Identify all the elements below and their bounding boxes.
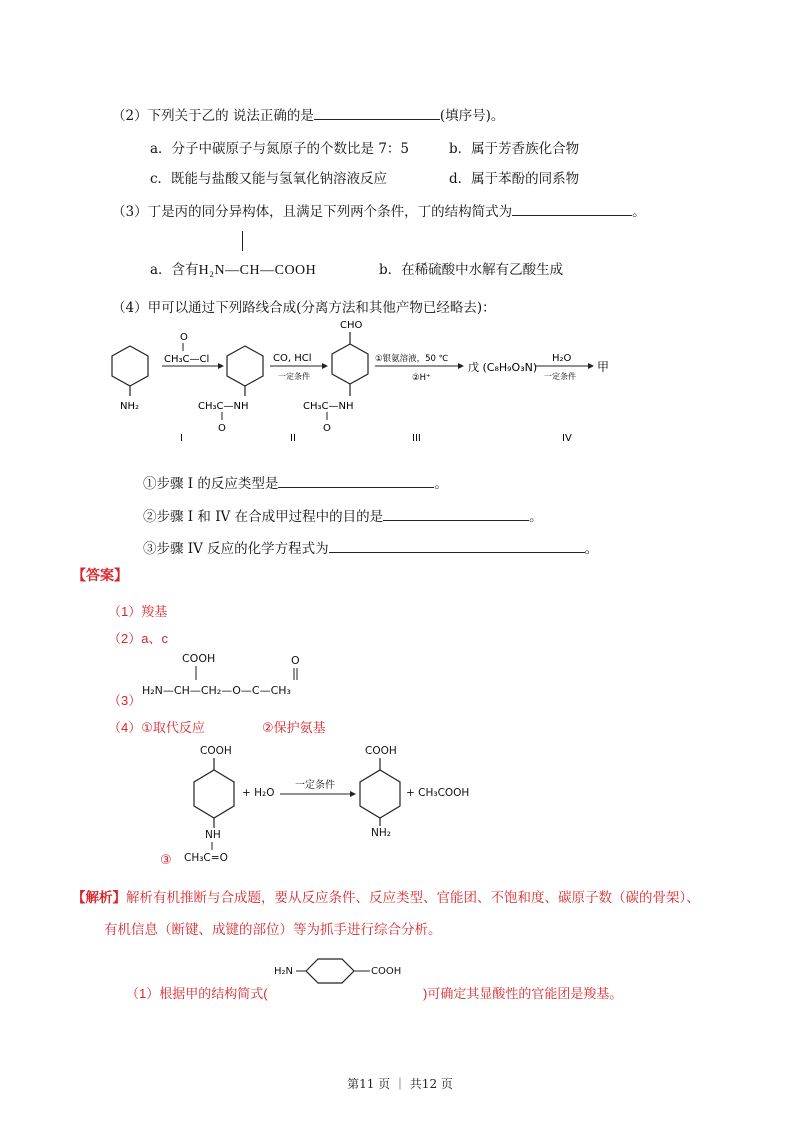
eq-water: + H₂O: [242, 787, 275, 799]
q4-sub3-blank[interactable]: [329, 540, 585, 553]
q4-sub2-end: 。: [529, 509, 543, 525]
q3-condition-a-formula: H₂N—CH—COOH: [198, 263, 317, 278]
q4-sub1: [143, 472, 448, 492]
q2-stem: [112, 104, 504, 124]
arrow-1-reagent: CH₃C—Cl: [164, 354, 210, 365]
answer-title: 【答案】: [72, 567, 128, 583]
q4-sub2: [143, 505, 543, 525]
analysis-p1-before: （1）根据甲的结构简式(: [126, 986, 268, 1001]
compound-i-acyl: CH₃C—NH: [198, 401, 249, 412]
q4-sub1-end: 。: [434, 476, 448, 492]
eq-condition: 一定条件: [295, 780, 335, 791]
analysis-title: 【解析】: [72, 890, 126, 905]
q3-stem-text: （3）丁是丙的同分异构体，且满足下列两个条件，丁的结构简式为: [112, 204, 513, 220]
q2-stem-end: (填序号)。: [439, 108, 505, 124]
analysis-line-1-text: 解析有机推断与合成题，要从反应条件、反应类型、官能团、不饱和度、碳原子数（碳的骨架）、: [126, 890, 700, 905]
analysis-line-2: 有机信息（断键、成键的部位）等为抓手进行综合分析。: [104, 922, 442, 937]
aniline-structure: [112, 346, 148, 396]
answer-1: （1）羧基: [108, 604, 168, 619]
eq-cooh-2: COOH: [365, 745, 397, 757]
q4-sub3: [143, 537, 598, 557]
analysis-line-1: [72, 886, 700, 906]
step-label-4: IV: [562, 433, 572, 444]
q3-condition-b: b．在稀硫酸中水解有乙酸生成: [379, 262, 564, 278]
eq-nh: NH: [205, 829, 221, 841]
arrow-2-reagent-top: CO, HCl: [273, 353, 312, 364]
compound-i-o: O: [218, 423, 226, 434]
eq-product-ring: [360, 758, 400, 826]
arrow-2-reagent-bottom: 一定条件: [278, 372, 310, 381]
compound-i-structure: [227, 346, 263, 396]
answer-3-cooh: COOH: [182, 652, 216, 665]
q3-bond-up: [242, 231, 243, 251]
answer-3-o: O: [291, 654, 300, 667]
answer-4-label: （4）①取代反应: [108, 720, 205, 735]
eq-cooh-1: COOH: [200, 745, 232, 757]
answer-4-2: ②保护氨基: [262, 720, 326, 735]
step-label-2: II: [290, 433, 296, 444]
compound-ii-cho: CHO: [340, 320, 363, 331]
q2-stem-text: （2）下列关于乙的 说法正确的是: [112, 108, 314, 124]
page-footer: 第11 页 ｜ 共12 页: [347, 1077, 453, 1091]
product-jia: 甲: [597, 360, 610, 374]
jia-ring: [306, 959, 354, 983]
q3-stem-end: 。: [632, 204, 646, 220]
answer-4-equation: [150, 740, 530, 870]
eq-acyl: CH₃C=O: [184, 852, 228, 864]
q2-option-c: c．既能与盐酸又能与氢氧化钠溶液反应: [150, 171, 388, 187]
q3-condition-a-prefix: a．含有: [150, 262, 199, 278]
q2-option-d: d．属于苯酚的同系物: [449, 171, 580, 187]
compound-ii-acyl: CH₃C—NH: [303, 401, 354, 412]
q4-sub1-blank[interactable]: [278, 475, 434, 488]
arrow-3-reagent-bottom: ②H⁺: [412, 373, 431, 383]
answer-3-structure: [140, 648, 360, 708]
q4-stem: （4）甲可以通过下列路线合成(分离方法和其他产物已经略去)：: [112, 300, 496, 316]
eq-acetic-acid: + CH₃COOH: [406, 787, 470, 799]
answer-3-chain: H₂N—CH—CH₂—O—C—CH₃: [142, 684, 291, 697]
answer-3-label: （3）: [108, 693, 142, 708]
answer-2: （2）a、c: [108, 631, 168, 646]
product-wu: 戊 (C₈H₉O₃N): [468, 361, 538, 374]
eq-reactant-ring: [194, 758, 234, 828]
arrow-3-reagent-top: ①银氨溶液，50 ℃: [375, 354, 449, 364]
step-label-1: I: [180, 433, 183, 444]
jia-cooh: COOH: [371, 966, 402, 977]
q4-sub1-text: ①步骤 I 的反应类型是: [143, 476, 279, 492]
q3-stem: [112, 200, 646, 220]
q4-sub2-text: ②步骤 I 和 IV 在合成甲过程中的目的是: [143, 509, 384, 525]
q2-option-b: b．属于芳香族化合物: [449, 141, 580, 157]
jia-h2n: H₂N: [274, 966, 294, 977]
q2-option-a: a．分子中碳原子与氮原子的个数比是 7：5: [150, 141, 410, 157]
arrow-4-reagent-bottom: 一定条件: [544, 372, 576, 381]
q4-sub3-end: 。: [584, 541, 599, 557]
analysis-p1-after: )可确定其显酸性的官能团是羧基。: [423, 986, 623, 1001]
arrow-1-o: O: [180, 332, 188, 343]
aniline-nh2: NH₂: [120, 401, 140, 412]
q3-answer-blank[interactable]: [512, 203, 632, 216]
answer-4-3: ③: [160, 852, 172, 867]
eq-nh2: NH₂: [371, 827, 391, 839]
jia-structure: [272, 956, 422, 1002]
q4-sub2-blank[interactable]: [383, 508, 529, 521]
q3-condition-a: [150, 258, 316, 279]
q4-sub3-text: ③步骤 IV 反应的化学方程式为: [143, 541, 329, 557]
step-label-3: III: [412, 433, 421, 444]
synthesis-scheme: [100, 318, 640, 446]
q2-answer-blank[interactable]: [314, 107, 440, 120]
compound-ii-structure: [332, 332, 368, 396]
compound-ii-o: O: [323, 423, 331, 434]
arrow-4-reagent-top: H₂O: [552, 353, 572, 364]
